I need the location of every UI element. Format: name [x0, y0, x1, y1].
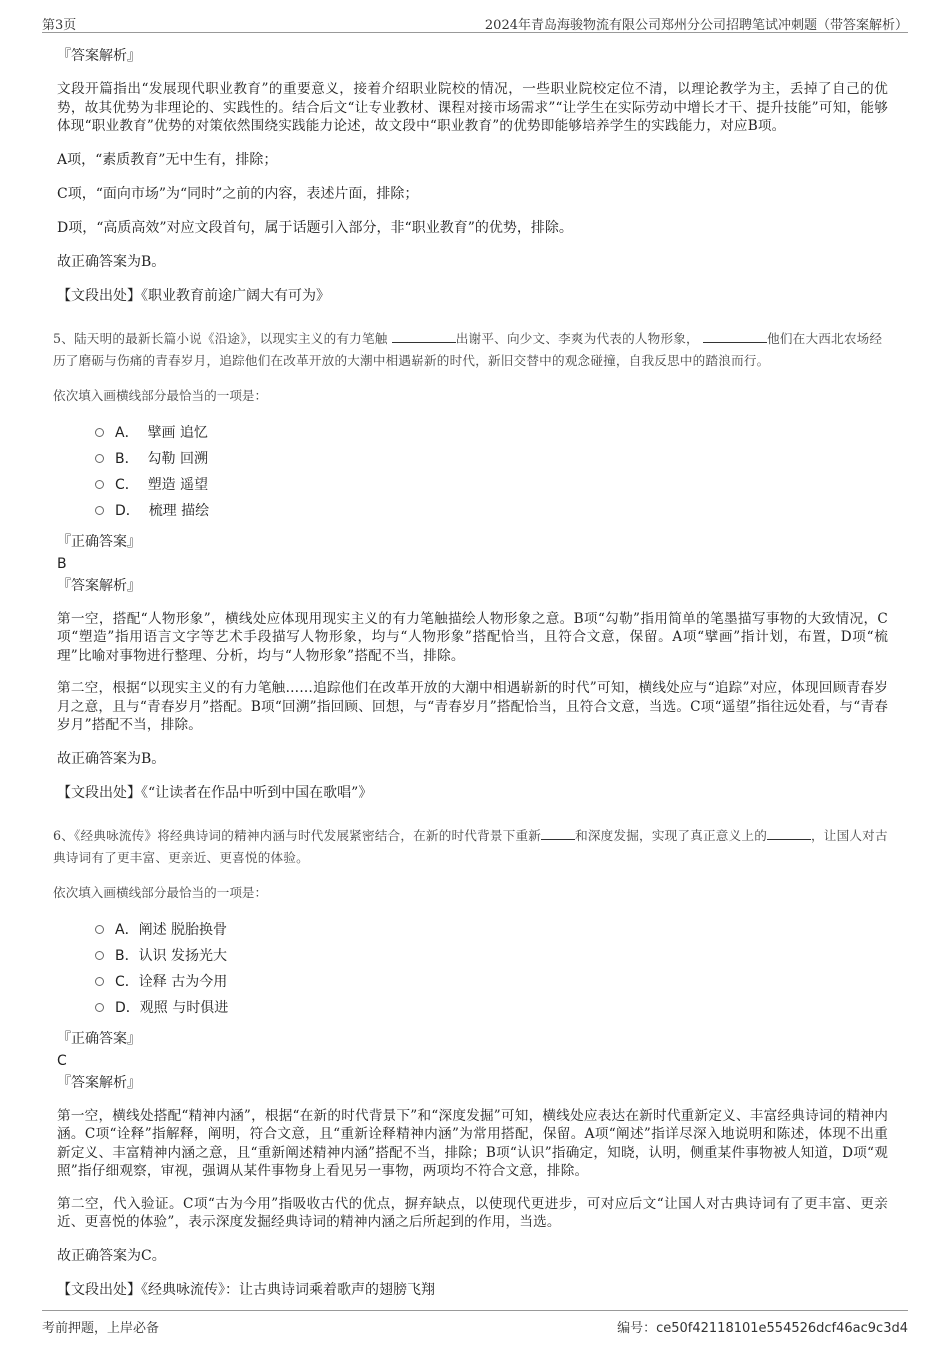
page-footer [42, 1310, 908, 1335]
blank-1 [392, 328, 456, 343]
question-6-options [95, 917, 888, 1021]
question-5-stem: 5、陆天明的最新长篇小说《沿途》，以现实主义的有力笔触 出谢平、向少文、李爽为代表的人物形象， 他们在大西北农场经历了磨砺与伤痛的青春岁月，追踪他们在改革开放的大潮中相遇崭新的时代，新旧交替中的观念碰撞，自我反思中的踏浪而行。 [53, 328, 888, 372]
source-citation: 【文段出处】《职业教育前途广阔大有可为》 [57, 287, 330, 304]
radio-icon[interactable] [95, 480, 104, 489]
document-code: 编号：ce50f42118101e554526dcf46ac9c3d4 [617, 1321, 908, 1336]
analysis-option-c: C项，“面向市场”为“同时”之前的内容，表述片面，排除； [57, 185, 419, 202]
analysis-option-a: A项，“素质教育”无中生有，排除； [57, 151, 278, 168]
analysis-paragraph: 第一空，横线处搭配“精神内涵”，根据“在新的时代背景下”和“深度发掘”可知，横线处应表达在新时代重新定义、丰富经典诗词的精神内涵。C项“诠释”指解释，阐明，符合文意，且“重新诠释精神内涵”为常用搭配，保留。A项“阐述”指详尽深入地说明和陈述，体现不出重新定义、丰富精神内涵之意，且“重新阐述精神内涵”搭配不当，排除；B项“认识”指确定，知晓，认明，侧重某件事物被人知道，D项“观照”指仔细观察，审视，强调从某件事物身上看见另一事物，两项均不符合文意，排除。 [57, 1107, 888, 1179]
radio-icon[interactable] [95, 428, 104, 437]
radio-icon[interactable] [95, 951, 104, 960]
question-6-prompt: 依次填入画横线部分最恰当的一项是： [53, 884, 268, 900]
analysis-label: 『答案解析』 [57, 577, 141, 594]
conclusion: 故正确答案为B。 [57, 750, 166, 767]
option-a[interactable]: A． 擘画 追忆 [95, 420, 888, 446]
page-number: 第3页 [42, 18, 77, 33]
option-d[interactable]: D． 梳理 描绘 [95, 498, 888, 524]
option-b[interactable]: B． 认识 发扬光大 [95, 943, 888, 969]
option-d[interactable]: D． 观照 与时俱进 [95, 995, 888, 1021]
conclusion: 故正确答案为C。 [57, 1247, 166, 1264]
option-c[interactable]: C． 塑造 遥望 [95, 472, 888, 498]
source-citation: 【文段出处】《经典咏流传》：让古典诗词乘着歌声的翅膀飞翔 [57, 1281, 435, 1298]
radio-icon[interactable] [95, 925, 104, 934]
radio-icon[interactable] [95, 977, 104, 986]
analysis-option-d: D项，“高质高效”对应文段首句，属于话题引入部分，非“职业教育”的优势，排除。 [57, 219, 573, 236]
radio-icon[interactable] [95, 454, 104, 463]
correct-answer: B [57, 555, 67, 572]
page-header [42, 10, 908, 33]
source-citation: 【文段出处】《“让读者在作品中听到中国在歌唱”》 [57, 784, 373, 801]
correct-answer-label: 『正确答案』 [57, 533, 141, 550]
page-content [53, 46, 888, 1322]
question-5-prompt: 依次填入画横线部分最恰当的一项是： [53, 387, 268, 403]
radio-icon[interactable] [95, 506, 104, 515]
option-a[interactable]: A． 阐述 脱胎换骨 [95, 917, 888, 943]
blank-1 [541, 825, 575, 840]
radio-icon[interactable] [95, 1003, 104, 1012]
analysis-label: 『答案解析』 [57, 48, 141, 64]
analysis-label: 『答案解析』 [57, 1074, 141, 1091]
analysis-paragraph: 第一空，搭配“人物形象”，横线处应体现用现实主义的有力笔触描绘人物形象之意。B项“勾勒”指用简单的笔墨描写事物的大致情况，C项“塑造”指用语言文字等艺术手段描写人物形象，均与“人物形象”搭配恰当，且符合文意，保留。A项“擘画”指计划，布置，D项“梳理”比喻对事物进行整理、分析，均与“人物形象”搭配不当，排除。 [57, 610, 888, 664]
correct-answer: C [57, 1052, 67, 1069]
blank-2 [767, 825, 811, 840]
option-c[interactable]: C． 诠释 古为今用 [95, 969, 888, 995]
document-title: 2024年青岛海骏物流有限公司郑州分公司招聘笔试冲刺题（带答案解析） [484, 18, 908, 33]
analysis-paragraph: 第二空，代入验证。C项“古为今用”指吸收古代的优点，摒弃缺点，以使现代更进步，可对应后文“让国人对古典诗词有了更丰富、更亲近、更喜悦的体验”，表示深度发掘经典诗词的精神内涵之后所起到的作用，当选。 [57, 1195, 888, 1230]
question-5-options [95, 420, 888, 524]
analysis-paragraph: 文段开篇指出“发展现代职业教育”的重要意义，接着介绍职业院校的情况，一些职业院校定位不清，以理论教学为主，丢掉了自己的优势，故其优势为非理论的、实践性的。结合后文“让专业教材、课程对接市场需求”“让学生在实际劳动中增长才干、提升技能”可知，能够体现“职业教育”优势的对策依然围绕实践能力论述，故文段中“职业教育”的优势即能够培养学生的实践能力，对应B项。 [57, 81, 888, 134]
option-b[interactable]: B． 勾勒 回溯 [95, 446, 888, 472]
footer-slogan: 考前押题，上岸必备 [42, 1321, 160, 1336]
question-6-stem: 6、《经典咏流传》将经典诗词的精神内涵与时代发展紧密结合，在新的时代背景下重新 和深度发掘，实现了真正意义上的 ，让国人对古典诗词有了更丰富、更亲近、更喜悦的体验。 [53, 825, 888, 869]
blank-2 [703, 328, 767, 343]
analysis-paragraph: 第二空，根据“以现实主义的有力笔触……追踪他们在改革开放的大潮中相遇崭新的时代”可知，横线处应与“追踪”对应，体现回顾青春岁月之意，且与“青春岁月”搭配。B项“回溯”指回顾、回想，与“青春岁月”搭配恰当，且符合文意，当选。C项“遥望”指往远处看，与“青春岁月”搭配不当，排除。 [57, 680, 888, 733]
conclusion: 故正确答案为B。 [57, 253, 166, 270]
correct-answer-label: 『正确答案』 [57, 1030, 141, 1047]
